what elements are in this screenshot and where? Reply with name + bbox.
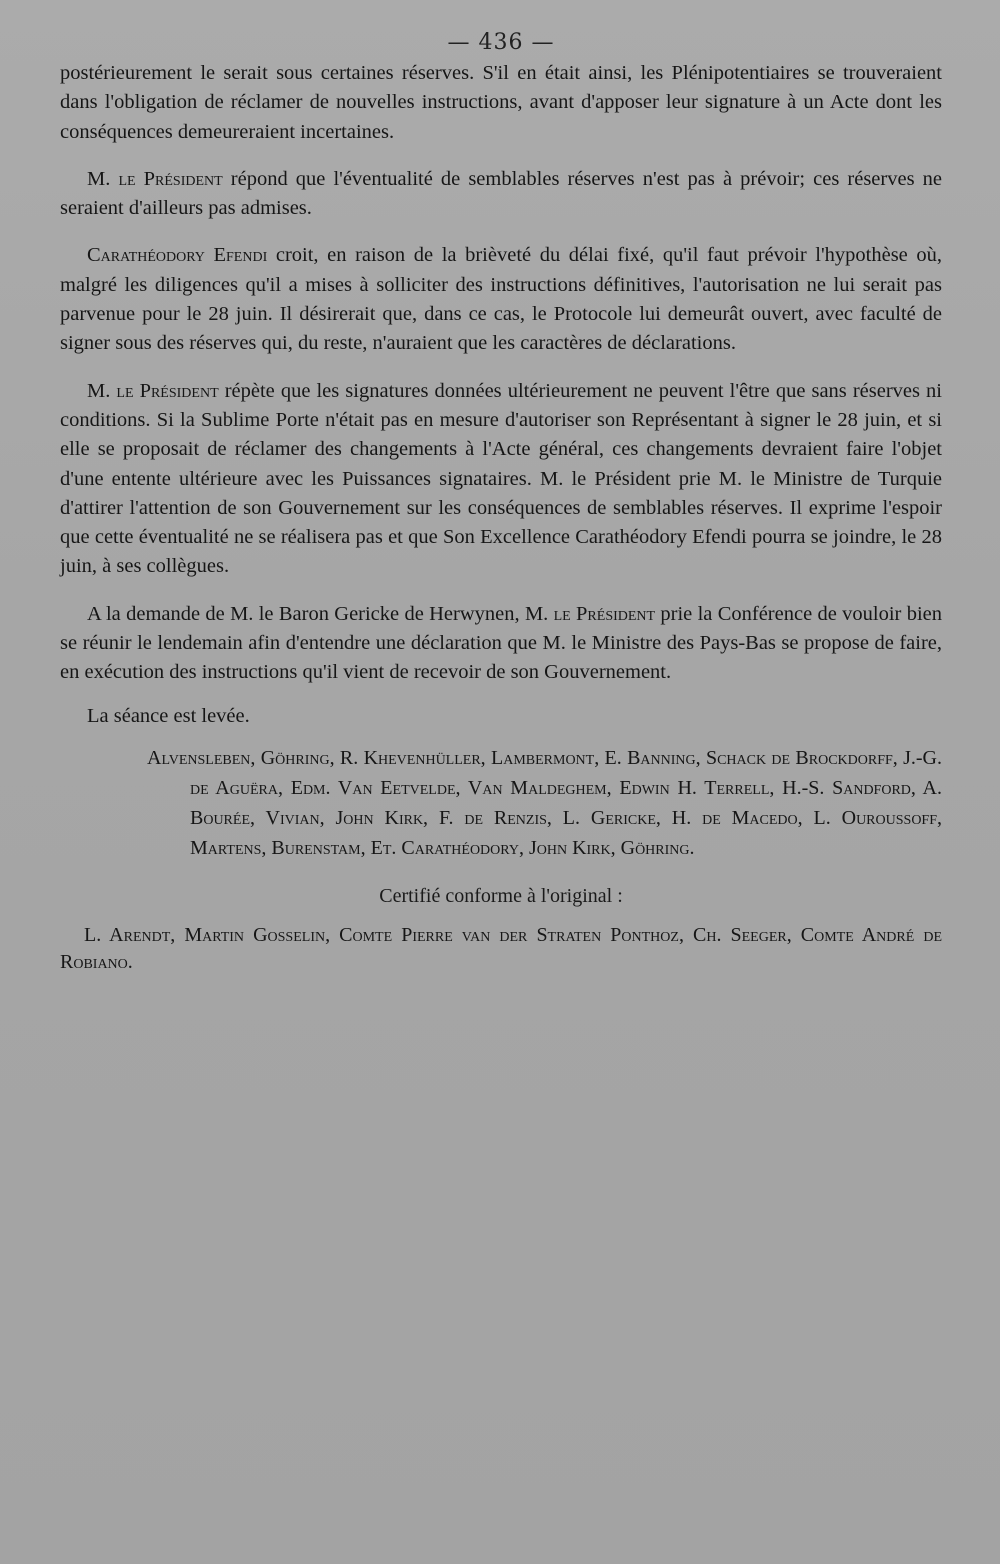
paragraph-5 (60, 600, 942, 688)
paragraph-5-lead: A la demande de M. le Baron Gericke de Herwynen, (87, 602, 525, 625)
paragraph-gap (60, 688, 942, 702)
paragraph-5-text: prie la Conférence de vouloir bien se réunir le lendemain afin d'entendre une déclaration que M. le Ministre des Pays-Bas se propose de faire, en exécution des instructions qu'il vient de recevoir de son Gouvernement. (60, 602, 942, 684)
paragraph-gap (60, 359, 942, 377)
paragraph-4 (60, 377, 942, 582)
paragraph-4-text: répète que les signatures données ultérieurement ne peuvent l'être que sans réserves ni conditions. Si la Sublime Porte n'était pas en mesure d'autoriser son Représentant à signer le 28 juin, et si elle se proposait de réclamer des changements à l'Acte général, ces changements devraient faire l'objet d'une entente ultérieure avec les Puissances signataires. M. le Président prie M. le Ministre de Turquie d'attirer l'attention de son Gouvernement sur les conséquences de semblables réserves. Il exprime l'espoir que cette éventualité ne se réalisera pas et que Son Excellence Carathéodory Efendi pourra se joindre, le 28 juin, à ses collègues. (60, 379, 942, 578)
closing-line: La séance est levée. (87, 704, 250, 727)
paragraph-gap (60, 582, 942, 600)
speaker-president: M. le Président (524, 602, 656, 625)
certifiers-list: L. Arendt, Martin Gosselin, Comte Pierre van der Straten Ponthoz, Ch. Seeger, Comte André de Robiano. (60, 923, 942, 973)
paragraph-gap (60, 223, 942, 241)
page-number: — 436 — (447, 30, 555, 55)
paragraph-3-text: croit, en raison de la brièveté du délai fixé, qu'il faut prévoir l'hypothèse où, malgré les diligences qu'il a mises à solliciter des instructions définitives, l'autorisation ne lui serait pas parvenue pour le 28 juin. Il désirerait que, dans ce cas, le Protocole lui demeurât ouvert, avec faculté de signer sous des réserves qui, du reste, n'auraient que les caractères de déclarations. (60, 244, 942, 355)
paragraph-gap (60, 147, 942, 165)
paragraph-1: postérieurement le serait sous certaines réserves. S'il en était ainsi, les Plénipotentiaires se trouveraient dans l'obligation de réclamer de nouvelles instructions, avant d'apposer leur signature à un Acte dont les conséquences demeureraient incertaines. (60, 62, 942, 143)
speaker-caratheodory: Carathéodory Efendi (87, 244, 268, 267)
signatories-list: Alvensleben, Göhring, R. Khevenhüller, Lambermont, E. Banning, Schack de Brockdorff, J.-G. de Aguëra, Edm. Van Eetvelde, Van Maldeghem, Edwin H. Terrell, H.-S. Sandford, A. Bourée, Vivian, John Kirk, F. de Renzis, L. Gericke, H. de Macedo, L. Ouroussoff, Martens, Burenstam, Et. Carathéodory, John Kirk, Göhring. (147, 746, 942, 859)
speaker-president: M. le Président (87, 379, 219, 402)
speaker-president: M. le Président (87, 167, 223, 190)
certification-heading: Certifié conforme à l'original : (379, 884, 623, 907)
paragraph-2-text: répond que l'éventualité de semblables réserves n'est pas à prévoir; ces réserves ne seraient d'ailleurs pas admises. (60, 167, 942, 220)
paragraph-2 (60, 165, 942, 224)
paragraph-3 (60, 241, 942, 358)
